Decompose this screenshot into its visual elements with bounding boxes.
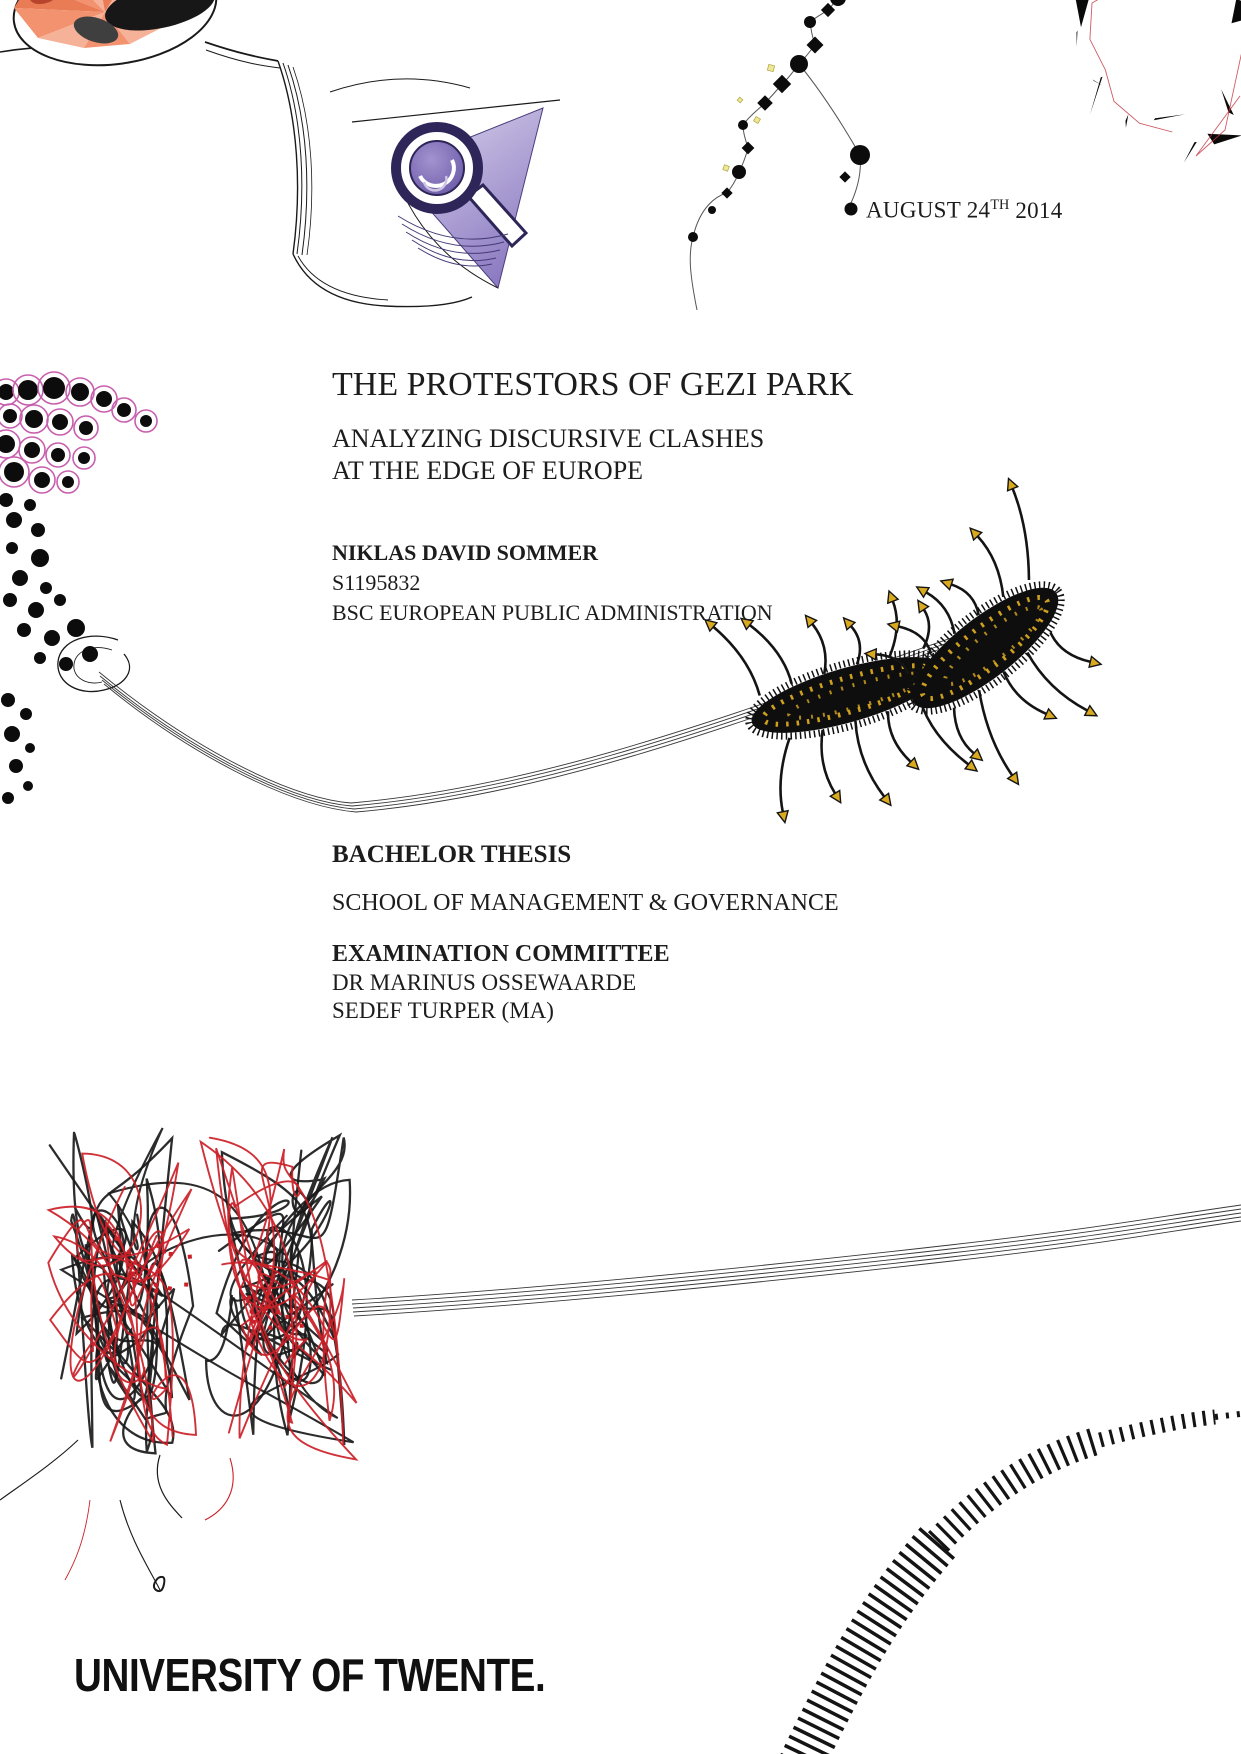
author-program: BSC EUROPEAN PUBLIC ADMINISTRATION bbox=[332, 600, 773, 625]
page-subtitle-line2: AT THE EDGE OF EUROPE bbox=[332, 456, 644, 485]
beaded-chain-artwork bbox=[688, 0, 870, 310]
scribble-artwork bbox=[0, 1128, 357, 1591]
committee-member-2: SEDEF TURPER (MA) bbox=[332, 998, 554, 1023]
author-name: NIKLAS DAVID SOMMER bbox=[332, 540, 599, 565]
dot-cluster-artwork bbox=[0, 372, 157, 804]
date-ordinal: TH bbox=[990, 197, 1010, 213]
author-student-id: S1195832 bbox=[332, 570, 421, 595]
date-prefix: AUGUST 24 bbox=[866, 197, 991, 223]
stitch-arc-artwork bbox=[796, 1414, 1240, 1754]
date-line bbox=[866, 197, 1063, 224]
thesis-school: SCHOOL OF MANAGEMENT & GOVERNANCE bbox=[332, 890, 839, 916]
thesis-type-heading: BACHELOR THESIS bbox=[332, 841, 572, 868]
flower-artwork bbox=[0, 0, 224, 78]
triangle-ring-artwork bbox=[1073, 0, 1241, 163]
committee-member-1: DR MARINUS OSSEWAARDE bbox=[332, 970, 637, 995]
spiral-triangle-artwork bbox=[352, 100, 560, 288]
page-subtitle-line1: ANALYZING DISCURSIVE CLASHES bbox=[332, 424, 765, 453]
university-logo-text: UNIVERSITY OF TWENTE. bbox=[74, 1649, 546, 1701]
page-title: THE PROTESTORS OF GEZI PARK bbox=[332, 366, 854, 403]
caterpillar-artwork bbox=[705, 477, 1162, 840]
date-year: 2014 bbox=[1015, 197, 1063, 223]
committee-heading: EXAMINATION COMMITTEE bbox=[332, 941, 670, 967]
